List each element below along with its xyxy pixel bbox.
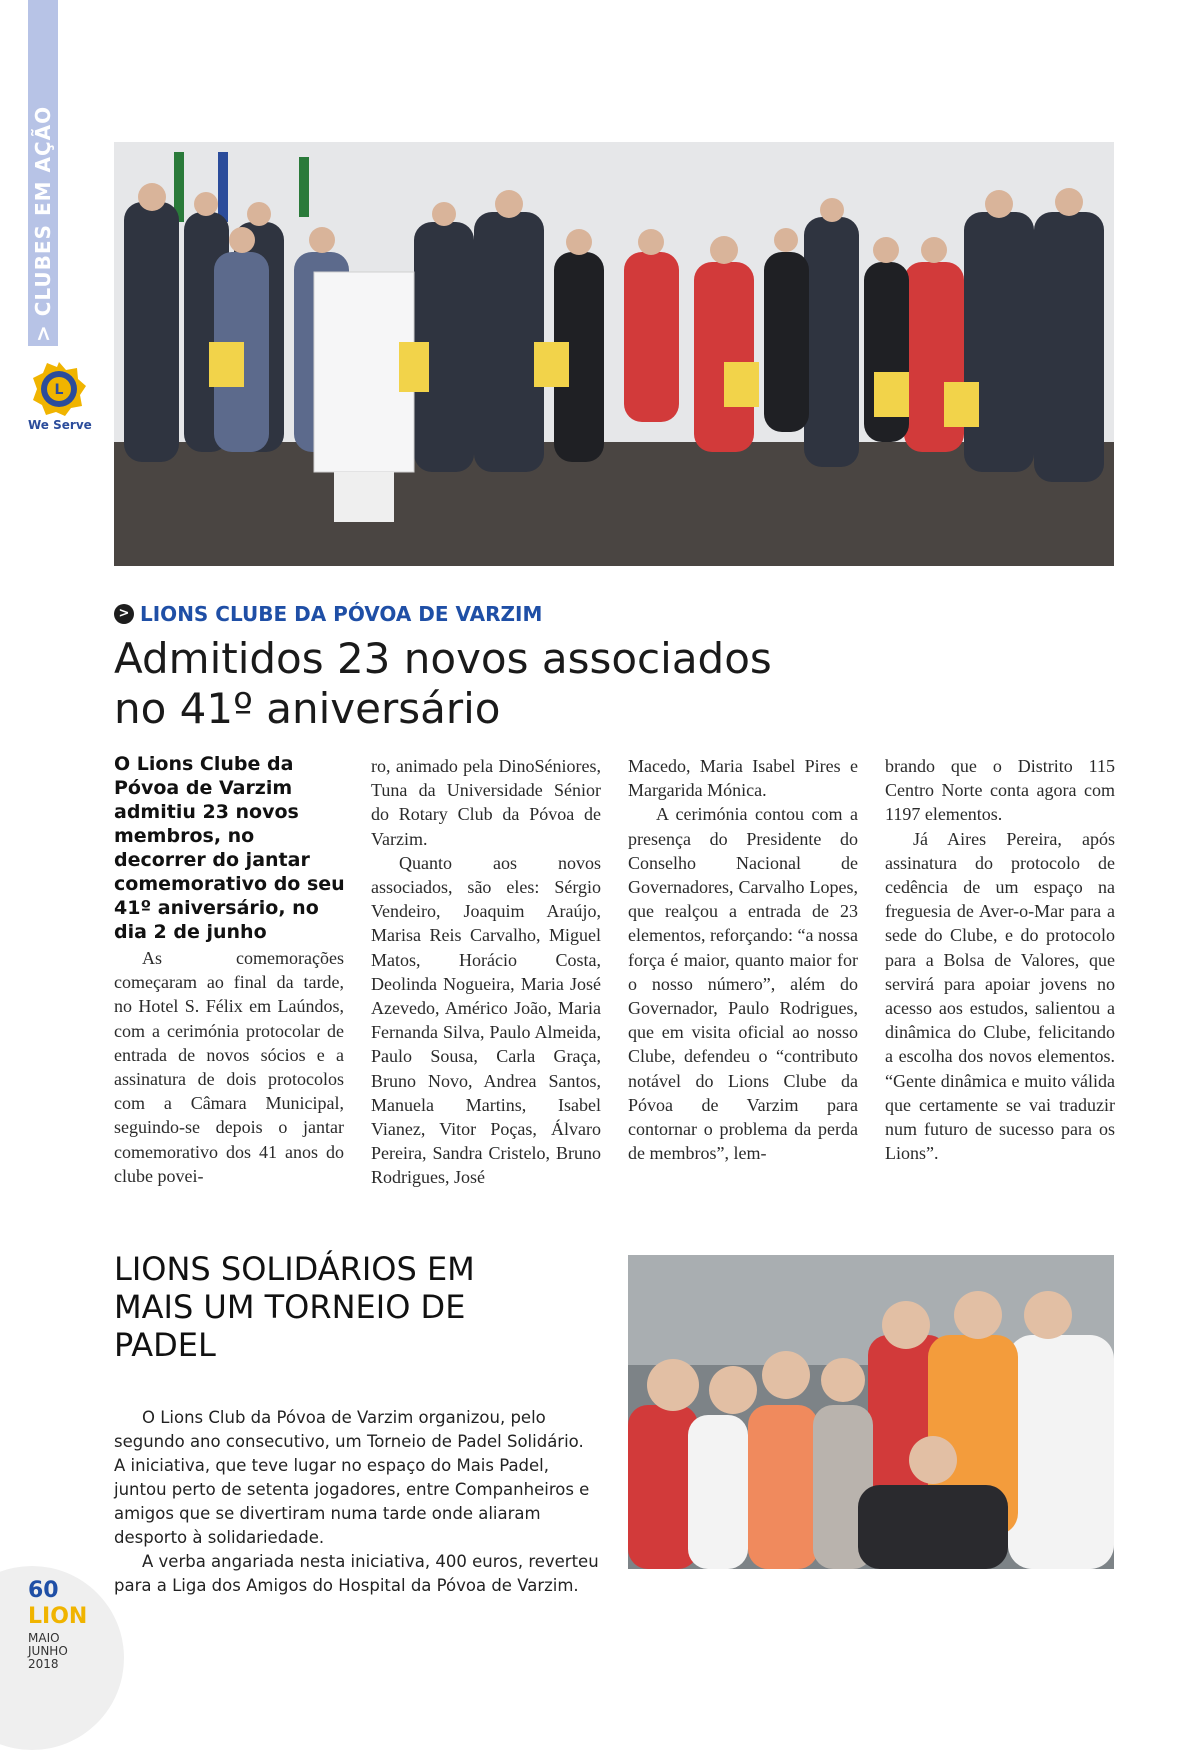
article-paragraph: ro, animado pela DinoSéniores, Tuna da Universidade Sénior do Rotary Club da Póvoa de Varzim. [371, 756, 601, 849]
article2-paragraph: A verba angariada nesta iniciativa, 400 euros, reverteu para a Liga dos Amigos do Hospital da Póvoa de Varzim. [114, 1552, 599, 1595]
article2-paragraph: O Lions Club da Póvoa de Varzim organizou, pelo segundo ano consecutivo, um Torneio de Padel Solidário. A iniciativa, que teve lugar no espaço do Mais Padel, juntou perto de setenta jogadores, entre Companheiros e amigos que se divertiram numa tarde onde aliaram desporto à solidariedade. [114, 1408, 590, 1547]
article-column-2 [371, 754, 601, 1190]
padel-photo [628, 1255, 1114, 1569]
issue-month-1: MAIO [28, 1631, 60, 1645]
group-photo [114, 142, 1114, 566]
article-column-4 [885, 754, 1115, 1165]
lions-emblem-icon [30, 360, 88, 418]
issue-month-2: JUNHO [28, 1644, 68, 1658]
article2-body [114, 1406, 600, 1598]
club-kicker [114, 600, 542, 628]
club-kicker-label: LIONS CLUBE DA PÓVOA DE VARZIM [140, 602, 543, 626]
page-number: 60 [28, 1578, 59, 1603]
article-column-1 [114, 946, 344, 1188]
article-paragraph: brando que o Distrito 115 Centro Norte conta agora com 1197 elementos. [885, 756, 1115, 825]
issue-date [28, 1632, 68, 1671]
svg-text:L: L [54, 382, 64, 398]
article-paragraph: A cerimónia contou com a presença do Presidente do Conselho Nacional de Governadores, Carvalho Lopes, que realçou a entrada de 23 elementos, reforçando: “a nossa força é maior, quanto maior for o nosso número”, além do Governador, Paulo Rodrigues, que em visita oficial ao nosso Clube, defendeu o “contributo notável do Lions Clube da Póvoa de Varzim para contornar o problema da perda de membros”, lem- [628, 804, 858, 1164]
article-headline: Admitidos 23 novos associados no 41º aniversário [114, 634, 772, 733]
section-tab-label: > CLUBES EM AÇÃO [31, 105, 55, 342]
article-paragraph: Quanto aos novos associados, são eles: Sérgio Vendeiro, Joaquim Araújo, Marisa Reis Carvalho, Miguel Matos, Horácio Costa, Deolinda Nogueira, Maria José Azevedo, Américo João, Maria Fernanda Silva, Paulo Almeida, Paulo Sousa, Carla Graça, Bruno Novo, Andrea Santos, Manuela Martins, Isabel Vianez, Vitor Poças, Álvaro Pereira, Sandra Cristelo, Bruno Rodrigues, José [371, 852, 601, 1188]
arrow-right-icon: > [114, 604, 134, 624]
article-paragraph: As comemorações começaram ao final da tarde, no Hotel S. Félix em Laúndos, com a cerimónia protocolar de entrada de novos sócios e a assinatura de dois protocolos com a Câmara Municipal, seguindo-se depois o jantar comemorativo dos 41 anos do clube povei- [114, 948, 344, 1186]
motto: We Serve [28, 418, 92, 432]
article-lede: O Lions Clube da Póvoa de Varzim admitiu 23 novos membros, no decorrer do jantar comemorativo do seu 41º aniversário, no dia 2 de junho [114, 753, 345, 943]
article-column-3 [628, 754, 858, 1165]
padel-photo-illustration [628, 1255, 1114, 1569]
issue-year: 2018 [28, 1657, 59, 1671]
group-photo-illustration [114, 142, 1114, 566]
magazine-name: LION [28, 1604, 88, 1629]
article-paragraph: Já Aires Pereira, após assinatura do protocolo de cedência de um espaço na freguesia de Aver-o-Mar para a sede do Clube, e do protocolo para a Bolsa de Valores, que servirá para apoiar jovens no acesso aos estudos, salientou a dinâmica do Clube, felicitando a escolha dos novos elementos. “Gente dinâmica e muito válida que certamente se vai traduzir num futuro de sucesso para os Lions”. [885, 828, 1115, 1164]
article-paragraph: Macedo, Maria Isabel Pires e Margarida Mónica. [628, 756, 858, 801]
article2-headline: LIONS SOLIDÁRIOS EM MAIS UM TORNEIO DE PADEL [114, 1250, 475, 1364]
